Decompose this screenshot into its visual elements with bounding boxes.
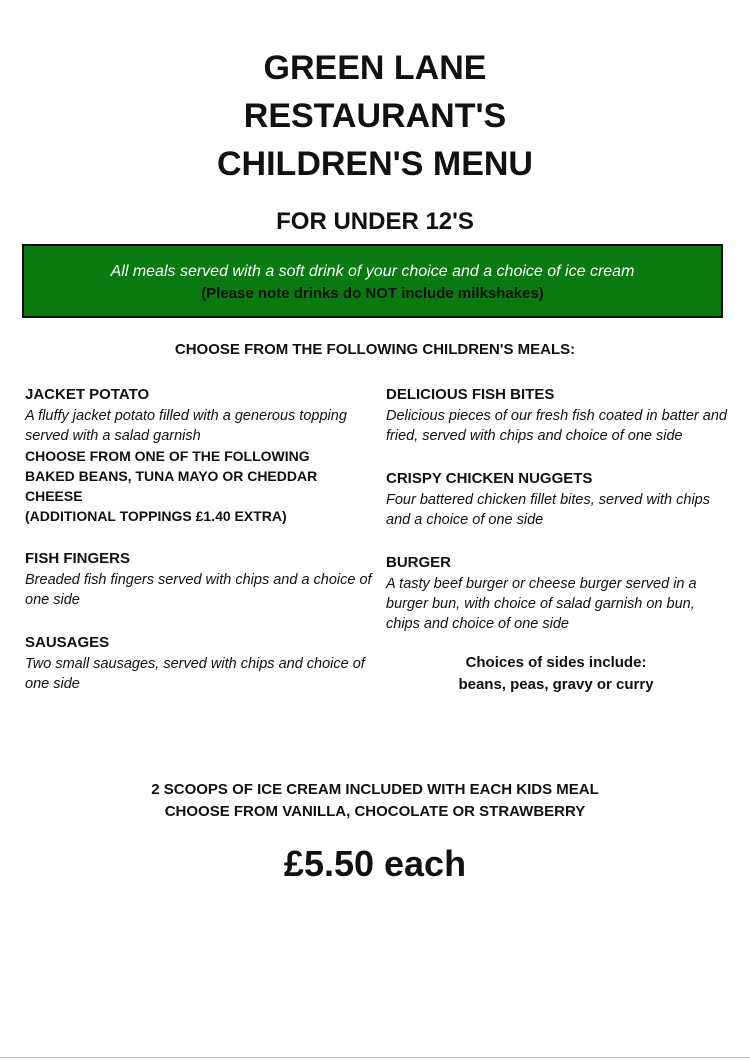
menu-title: [0, 44, 750, 188]
page-edge-divider: [0, 1057, 750, 1058]
meal-name: FISH FINGERS: [25, 550, 131, 567]
topping-choice-heading: CHOOSE FROM ONE OF THE FOLLOWING: [25, 448, 310, 464]
title-line-2: RESTAURANT'S: [243, 97, 507, 135]
meal-info-banner: [22, 244, 723, 318]
ice-cream-flavours: CHOOSE FROM VANILLA, CHOCOLATE OR STRAWBERRY: [164, 803, 586, 820]
sides-info: [386, 652, 726, 696]
meal-name: DELICIOUS FISH BITES: [386, 386, 555, 403]
meal-description: Delicious pieces of our fresh fish coated in batter and fried, served with chips and choice of one side: [386, 408, 727, 444]
meal-sausages: [25, 632, 375, 694]
meal-description: Two small sausages, served with chips and choice of one side: [25, 656, 365, 692]
meal-description: A tasty beef burger or cheese burger served in a burger bun, with choice of salad garnish on bun, chips and choice of one side: [386, 576, 697, 632]
meals-column-left: [25, 384, 375, 716]
ice-cream-info: [0, 779, 750, 823]
banner-milkshake-note: (Please note drinks do NOT include milkshakes): [201, 285, 544, 302]
topping-options: BAKED BEANS, TUNA MAYO OR CHEDDAR CHEESE: [25, 468, 318, 504]
meal-description: Breaded fish fingers served with chips and a choice of one side: [25, 572, 372, 608]
meal-fish-bites: [386, 384, 731, 446]
meal-description: A fluffy jacket potato filled with a generous topping served with a salad garnish: [25, 408, 347, 444]
meal-price: £5.50 each: [283, 843, 467, 884]
meal-name: JACKET POTATO: [25, 386, 150, 403]
meal-fish-fingers: [25, 548, 375, 610]
meal-description: Four battered chicken fillet bites, served with chips and a choice of one side: [386, 492, 710, 528]
meal-name: CRISPY CHICKEN NUGGETS: [386, 470, 593, 487]
meal-chicken-nuggets: [386, 468, 731, 530]
sides-heading: Choices of sides include:: [465, 654, 647, 671]
meal-burger: [386, 552, 731, 634]
meal-jacket-potato: [25, 384, 375, 526]
meals-column-right: [386, 384, 731, 696]
topping-extra-cost: (ADDITIONAL TOPPINGS £1.40 EXTRA): [25, 508, 287, 524]
meal-name: SAUSAGES: [25, 634, 110, 651]
banner-drink-note: All meals served with a soft drink of your choice and a choice of ice cream: [110, 263, 635, 280]
meals-heading: CHOOSE FROM THE FOLLOWING CHILDREN'S MEALS:: [174, 341, 576, 358]
meal-name: BURGER: [386, 554, 452, 571]
title-line-1: GREEN LANE: [263, 49, 487, 87]
sides-list: beans, peas, gravy or curry: [458, 676, 654, 693]
ice-cream-included: 2 SCOOPS OF ICE CREAM INCLUDED WITH EACH KIDS MEAL: [151, 781, 599, 798]
title-line-3: CHILDREN'S MENU: [217, 145, 533, 183]
menu-subtitle: FOR UNDER 12'S: [276, 208, 474, 235]
